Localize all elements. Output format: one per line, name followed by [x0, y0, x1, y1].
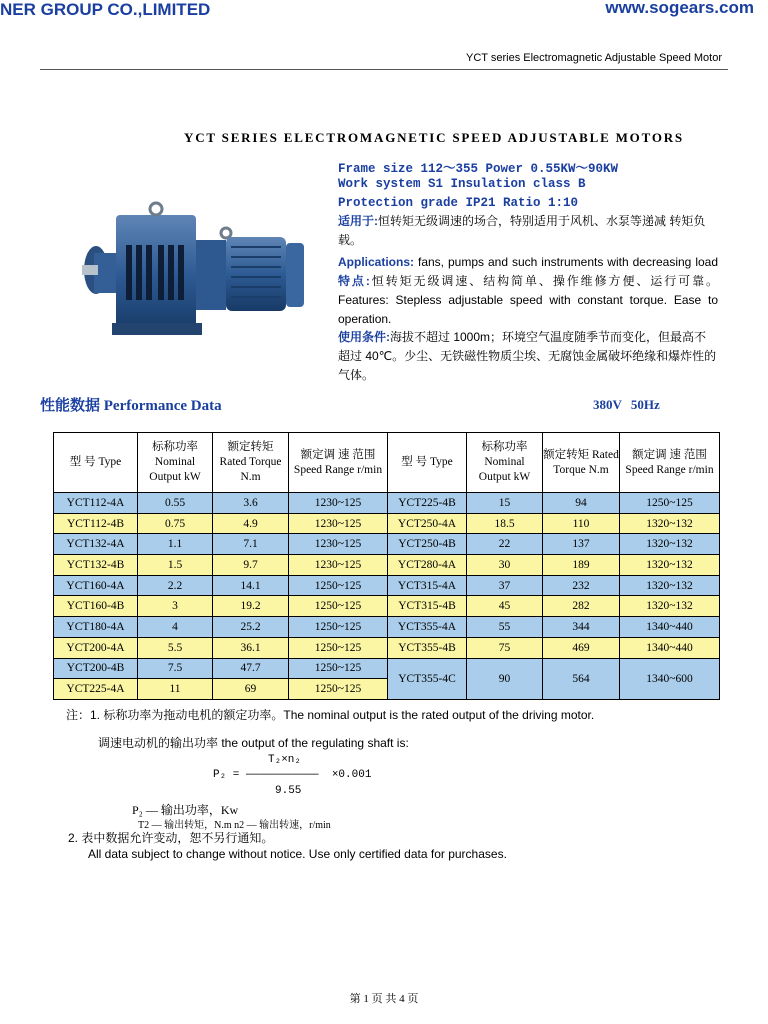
cell-type: YCT250-4B: [388, 534, 467, 555]
table-header-row: [54, 433, 720, 493]
cell-type: YCT132-4B: [54, 555, 138, 576]
cell-output: 2.2: [138, 575, 213, 596]
suitable-for: [338, 212, 718, 250]
cell-type: YCT280-4A: [388, 555, 467, 576]
cell-output: 0.75: [138, 513, 213, 534]
cell-speed: 1250~125: [289, 637, 388, 658]
header-output: 标称功率 Nominal Output kW: [467, 433, 543, 493]
cell-torque: 4.9: [213, 513, 289, 534]
cell-speed: 1250~125: [289, 617, 388, 638]
applications-text: fans, pumps and such instruments with decreasing load: [414, 255, 718, 269]
cell-speed: 1230~125: [289, 513, 388, 534]
cell-speed: 1320~132: [620, 555, 720, 576]
cell-torque: 110: [543, 513, 620, 534]
header-speed: 额定调 速 范围 Speed Range r/min: [620, 433, 720, 493]
cell-type: YCT355-4A: [388, 617, 467, 638]
company-name: NER GROUP CO.,LIMITED: [0, 0, 211, 19]
table-row: [54, 658, 720, 679]
cell-type: YCT112-4A: [54, 493, 138, 514]
cell-torque: 282: [543, 596, 620, 617]
cell-speed: 1340~440: [620, 637, 720, 658]
cell-speed: 1250~125: [289, 596, 388, 617]
cell-torque: 47.7: [213, 658, 289, 679]
formula-main: P₂ = ——————————— ×0.001: [213, 769, 372, 781]
cell-speed: 1250~125: [289, 679, 388, 700]
header-divider: [40, 69, 728, 70]
cell-type: YCT250-4A: [388, 513, 467, 534]
table-row: [54, 534, 720, 555]
cell-output: 15: [467, 493, 543, 514]
cell-speed: 1230~125: [289, 493, 388, 514]
cell-output: 1.5: [138, 555, 213, 576]
regulating-output-text: 调速电动机的输出功率 the output of the regulating shaft is:: [98, 736, 409, 750]
cell-torque: 469: [543, 637, 620, 658]
table-row: [54, 555, 720, 576]
applications-label: Applications:: [338, 255, 415, 269]
cell-type: YCT355-4B: [388, 637, 467, 658]
cell-speed: 1230~125: [289, 555, 388, 576]
cell-output: 75: [467, 637, 543, 658]
cell-output: 37: [467, 575, 543, 596]
cell-output: 30: [467, 555, 543, 576]
spec-work-insulation: Work system S1 Insulation class B: [338, 177, 586, 191]
cell-torque: 137: [543, 534, 620, 555]
header-speed: 额定调 速 范围 Speed Range r/min: [289, 433, 388, 493]
cell-speed: 1230~125: [289, 534, 388, 555]
header-type: 型 号 Type: [388, 433, 467, 493]
t2-definition: T2 — 输出转矩，N.m n2 — 输出转速，r/min: [138, 820, 331, 831]
cell-type: YCT225-4A: [54, 679, 138, 700]
cell-type: YCT355-4C: [388, 658, 467, 699]
cell-output: 22: [467, 534, 543, 555]
cell-type: YCT200-4B: [54, 658, 138, 679]
cell-torque: 19.2: [213, 596, 289, 617]
cell-output: 90: [467, 658, 543, 699]
cell-speed: 1340~600: [620, 658, 720, 699]
performance-title: 性能数据 Performance Data: [40, 398, 222, 414]
cell-output: 5.5: [138, 637, 213, 658]
cell-output: 4: [138, 617, 213, 638]
cell-type: YCT200-4A: [54, 637, 138, 658]
cell-type: YCT315-4A: [388, 575, 467, 596]
table-row: [54, 493, 720, 514]
cell-type: YCT160-4B: [54, 596, 138, 617]
conditions-text: 海拔不超过 1000m；环境空气温度随季节而变化，但最高不超过 40℃。少尘、无铁磁性物质尘埃、无腐蚀金属破坏绝缘和爆炸性的气体。: [338, 330, 717, 382]
features-label: 特点:: [338, 274, 370, 288]
cell-torque: 25.2: [213, 617, 289, 638]
header-type: 型 号 Type: [54, 433, 138, 493]
spec-protection-ratio: Protection grade IP21 Ratio 1:10: [338, 196, 579, 210]
note-2: 2. 表中数据允许变动，恕不另行通知。: [68, 831, 274, 845]
formula-numerator: T₂×n₂: [268, 754, 302, 766]
cell-output: 11: [138, 679, 213, 700]
header-output: 标称功率 Nominal Output kW: [138, 433, 213, 493]
suitable-label: 适用于:: [338, 214, 378, 228]
suitable-text: 恒转矩无级调速的场合，特别适用于风机、水泵等递减 转矩负载。: [338, 214, 706, 247]
cell-type: YCT160-4A: [54, 575, 138, 596]
cell-speed: 1340~440: [620, 617, 720, 638]
table-row: [54, 575, 720, 596]
cell-type: YCT180-4A: [54, 617, 138, 638]
cell-output: 0.55: [138, 493, 213, 514]
spec-frame-power: Frame size 112～355 Power 0.55KW～90KW: [338, 162, 619, 176]
table-row: [54, 617, 720, 638]
voltage-frequency: 380V 50Hz: [593, 397, 660, 412]
performance-table: [53, 432, 720, 700]
website-link[interactable]: www.sogears.com: [605, 0, 754, 17]
usage-conditions: [338, 328, 718, 385]
cell-torque: 189: [543, 555, 620, 576]
cell-torque: 9.7: [213, 555, 289, 576]
cell-output: 1.1: [138, 534, 213, 555]
header-torque: 额定转矩 Rated Torque N.m: [543, 433, 620, 493]
table-row: [54, 596, 720, 617]
page-number: 第 1 页 共 4 页: [349, 993, 419, 1005]
cell-torque: 7.1: [213, 534, 289, 555]
page-subtitle: YCT series Electromagnetic Adjustable Speed Motor: [466, 52, 722, 64]
note-1-prefix: 注：1.: [66, 708, 101, 722]
applications: [338, 253, 718, 329]
cell-output: 3: [138, 596, 213, 617]
cell-speed: 1320~132: [620, 596, 720, 617]
motor-image: [76, 195, 316, 345]
cell-output: 55: [467, 617, 543, 638]
cell-type: YCT315-4B: [388, 596, 467, 617]
cell-speed: 1320~132: [620, 534, 720, 555]
cell-speed: 1250~125: [289, 575, 388, 596]
document-title: YCT SERIES ELECTROMAGNETIC SPEED ADJUSTABLE MOTORS: [184, 130, 684, 145]
formula-denominator: 9.55: [275, 785, 302, 797]
table-row: [54, 513, 720, 534]
cell-type: YCT132-4A: [54, 534, 138, 555]
cell-output: 45: [467, 596, 543, 617]
note-1-text: 标称功率为拖动电机的额定功率。The nominal output is the rated output of the driving motor.: [103, 708, 595, 722]
header-torque: 额定转矩 Rated Torque N.m: [213, 433, 289, 493]
cell-type: YCT112-4B: [54, 513, 138, 534]
cell-torque: 232: [543, 575, 620, 596]
cell-torque: 69: [213, 679, 289, 700]
cell-speed: 1320~132: [620, 513, 720, 534]
cell-torque: 36.1: [213, 637, 289, 658]
cell-type: YCT225-4B: [388, 493, 467, 514]
cell-torque: 344: [543, 617, 620, 638]
note-1: [66, 706, 594, 723]
cell-output: 7.5: [138, 658, 213, 679]
conditions-label: 使用条件:: [338, 330, 390, 344]
cell-torque: 3.6: [213, 493, 289, 514]
p2-definition: P₂ — 输出功率，Kw: [132, 803, 239, 817]
table-row: [54, 637, 720, 658]
cell-speed: 1320~132: [620, 575, 720, 596]
cell-torque: 564: [543, 658, 620, 699]
cell-torque: 94: [543, 493, 620, 514]
note-2-english: All data subject to change without notice. Use only certified data for purchases.: [88, 847, 507, 861]
cell-torque: 14.1: [213, 575, 289, 596]
cell-speed: 1250~125: [620, 493, 720, 514]
features-text: 恒转矩无级调速、结构简单、操作维修方便、运行可靠。 Features: Stepless adjustable speed with constant torque. Ease to operation.: [338, 274, 718, 326]
cell-speed: 1250~125: [289, 658, 388, 679]
cell-output: 18.5: [467, 513, 543, 534]
